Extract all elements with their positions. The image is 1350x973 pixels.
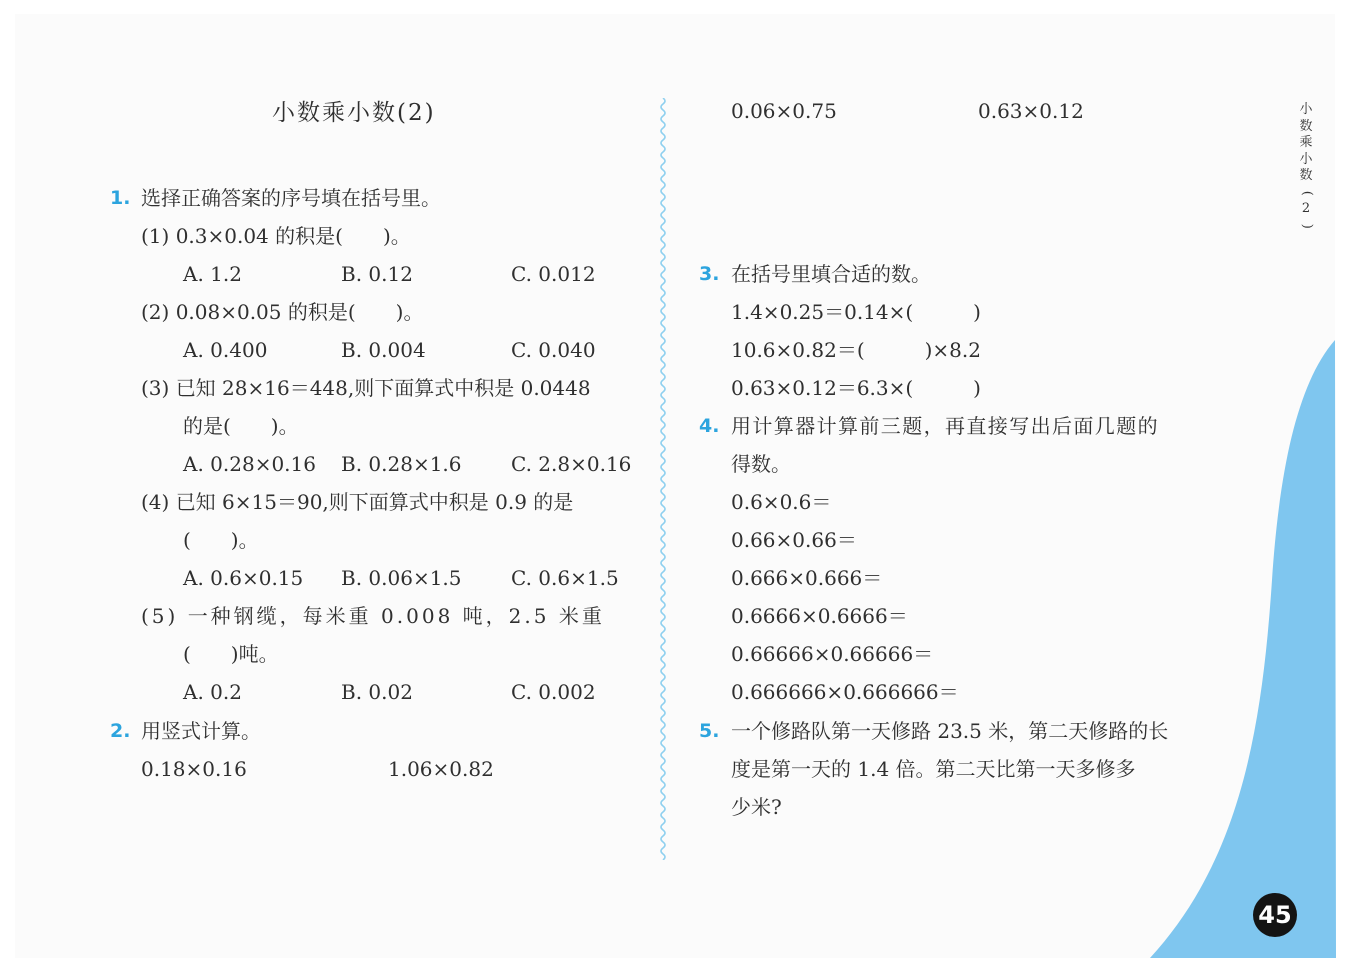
q2-prompt: 用竖式计算。 xyxy=(141,719,261,743)
side-tab-char: ( xyxy=(1299,190,1315,196)
q1-p1-option-a: A. 1.2 xyxy=(183,262,242,286)
q5-number: 5. xyxy=(699,720,720,742)
q1-p3-stem: (3) 已知 28×16＝448,则下面算式中积是 0.0448 xyxy=(141,376,591,400)
q1-p2-option-a: A. 0.400 xyxy=(183,338,268,362)
side-tab-char: 小 xyxy=(1299,151,1313,167)
q4-line-3: 0.666×0.666＝ xyxy=(731,566,883,590)
q4-line-2: 0.66×0.66＝ xyxy=(731,528,857,552)
q1-p2-option-b: B. 0.004 xyxy=(341,338,426,362)
side-tab-char: 2 xyxy=(1301,201,1311,216)
q1-p3-option-b: B. 0.28×1.6 xyxy=(341,452,462,476)
side-tab-label xyxy=(1296,102,1316,234)
q1-p3-option-a: A. 0.28×0.16 xyxy=(183,452,316,476)
q2-expr-1: 0.18×0.16 xyxy=(141,757,247,781)
q5-text-line-1: 一个修路队第一天修路 23.5 米，第二天修路的长 xyxy=(731,719,1169,743)
side-tab-char: 数 xyxy=(1299,118,1313,134)
q1-p1-option-c: C. 0.012 xyxy=(511,262,596,286)
side-tab-char: 乘 xyxy=(1299,135,1313,150)
side-tab-char: 数 xyxy=(1299,168,1313,183)
page-sheet xyxy=(15,14,1335,958)
q1-p5-stem-cont: ( )吨。 xyxy=(183,642,279,666)
wavy-divider xyxy=(656,98,670,860)
blue-corner-decoration xyxy=(1150,340,1336,958)
q4-line-4: 0.6666×0.6666＝ xyxy=(731,604,908,628)
q2-expr-2: 1.06×0.82 xyxy=(388,757,494,781)
q4-line-1: 0.6×0.6＝ xyxy=(731,490,832,514)
q4-prompt-cont: 得数。 xyxy=(731,452,791,476)
q1-p4-stem: (4) 已知 6×15＝90,则下面算式中积是 0.9 的是 xyxy=(141,490,574,514)
page-number-badge: 45 xyxy=(1253,893,1297,937)
q1-p4-stem-cont: ( )。 xyxy=(183,528,259,552)
q1-p4-option-b: B. 0.06×1.5 xyxy=(341,566,462,590)
q3-line-2: 10.6×0.82＝( )×8.2 xyxy=(731,338,981,362)
q4-line-6: 0.666666×0.666666＝ xyxy=(731,680,959,704)
q1-prompt: 选择正确答案的序号填在括号里。 xyxy=(141,186,441,210)
q2-expr-4: 0.63×0.12 xyxy=(978,99,1084,123)
q1-p1-stem: (1) 0.3×0.04 的积是( )。 xyxy=(141,224,411,248)
q2-number: 2. xyxy=(110,720,131,742)
side-tab-char: 小 xyxy=(1299,102,1313,117)
q1-p5-option-b: B. 0.02 xyxy=(341,680,413,704)
q1-number: 1. xyxy=(110,187,131,209)
q1-p5-option-c: C. 0.002 xyxy=(511,680,596,704)
q3-number: 3. xyxy=(699,263,720,285)
q1-p4-option-a: A. 0.6×0.15 xyxy=(183,566,304,590)
q1-p5-stem: (5) 一种钢缆，每米重 0.008 吨，2.5 米重 xyxy=(141,604,605,628)
q1-p1-option-b: B. 0.12 xyxy=(341,262,413,286)
q1-p2-stem: (2) 0.08×0.05 的积是( )。 xyxy=(141,300,424,324)
q4-line-5: 0.66666×0.66666＝ xyxy=(731,642,934,666)
q3-line-3: 0.63×0.12＝6.3×( ) xyxy=(731,376,981,400)
q1-p3-option-c: C. 2.8×0.16 xyxy=(511,452,632,476)
side-tab-char: ) xyxy=(1299,223,1315,229)
q2-expr-3: 0.06×0.75 xyxy=(731,99,837,123)
q1-p3-stem-cont: 的是( )。 xyxy=(183,414,299,438)
q5-text-line-2: 度是第一天的 1.4 倍。第二天比第一天多修多 xyxy=(731,757,1136,781)
q4-prompt: 用计算器计算前三题，再直接写出后面几题的 xyxy=(731,414,1159,438)
page-title: 小数乘小数(2) xyxy=(272,100,436,126)
q3-prompt: 在括号里填合适的数。 xyxy=(731,262,931,286)
q1-p2-option-c: C. 0.040 xyxy=(511,338,596,362)
q1-p5-option-a: A. 0.2 xyxy=(183,680,242,704)
q1-p4-option-c: C. 0.6×1.5 xyxy=(511,566,619,590)
q3-line-1: 1.4×0.25＝0.14×( ) xyxy=(731,300,981,324)
q4-number: 4. xyxy=(699,415,720,437)
q5-text-line-3: 少米? xyxy=(731,795,782,819)
